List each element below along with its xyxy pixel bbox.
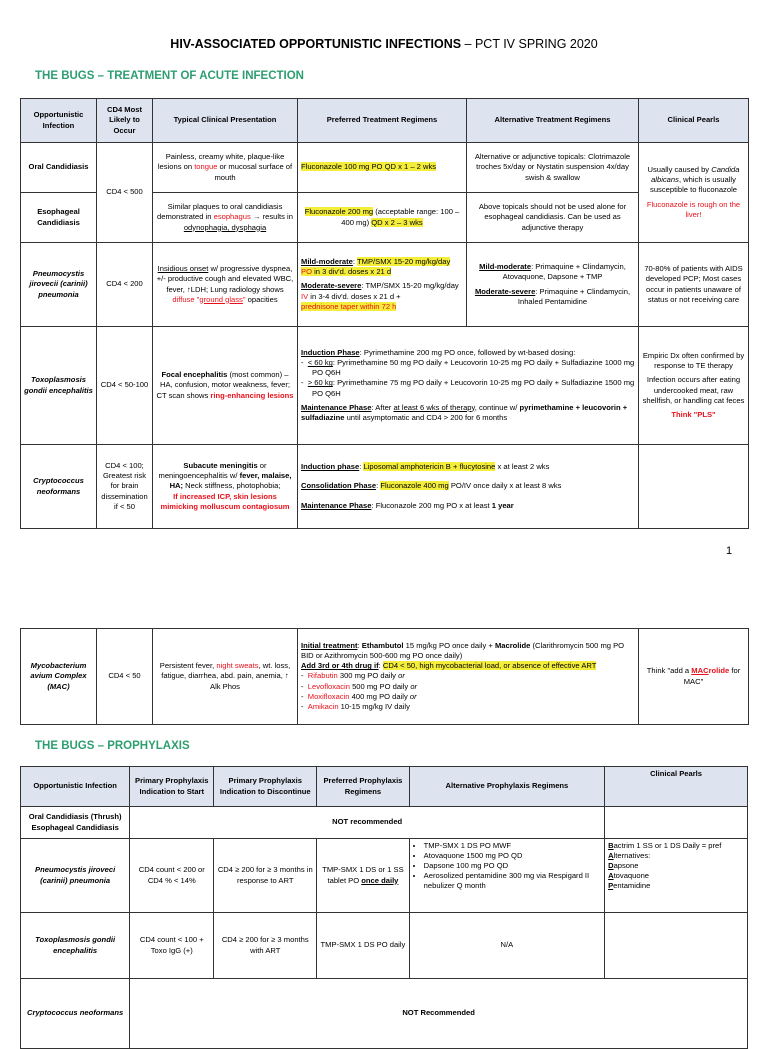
cd4-cell: CD4 < 50 (97, 629, 153, 725)
section-heading-treatment: THE BUGS – TREATMENT OF ACUTE INFECTION (35, 70, 304, 82)
infection-name: Mycobacterium avium Complex (MAC) (21, 629, 97, 725)
infection-name: Pneumocystis jirovecii (carinii) pneumonia (21, 243, 97, 327)
infection-name: Cryptococcus neoformans (21, 445, 97, 529)
presentation-cell: Subacute meningitis or meningoencephalitis w/ fever, malaise, HA; Neck stiffness, photophobia; If increased ICP, skin lesions mimicking molluscum contagiosum (153, 445, 298, 529)
infection-name: Oral Candidiasis (21, 143, 97, 193)
table-row (21, 445, 749, 529)
table-row (21, 143, 749, 193)
alternative-cell (409, 839, 604, 913)
start-cell: CD4 count < 200 or CD4 % < 14% (130, 839, 214, 913)
treatment-table (20, 98, 749, 529)
cd4-cell: CD4 < 500 (97, 143, 153, 243)
col-header: Opportunistic Infection (21, 767, 130, 807)
table-row (21, 913, 748, 979)
col-header: Primary Prophylaxis Indication to Start (130, 767, 214, 807)
list-item: • Dapsone 100 mg PO QD (424, 861, 601, 871)
list-item: - Levofloxacin 500 mg PO daily or (301, 681, 418, 691)
list-item: - Amikacin 10-15 mg/kg IV daily (301, 701, 410, 711)
not-recommended-cell: NOT Recommended (130, 979, 748, 1049)
preferred-cell: Induction phase: Liposomal amphotericin B + flucytosine x at least 2 wks Consolidation Phase: Fluconazole 400 mg PO/IV once daily x at least 8 wks Maintenance Phase: Fluconazole 200 mg PO x at least 1 year (298, 445, 639, 529)
start-cell: CD4 count < 100 + Toxo IgG (+) (130, 913, 214, 979)
list-item: • Atovaquone 1500 mg PO QD (424, 851, 601, 861)
col-header: Opportunistic Infection (21, 99, 97, 143)
table-row (21, 839, 748, 913)
not-recommended-cell: NOT recommended (130, 807, 605, 839)
table-header-row (21, 767, 748, 807)
preferred-cell: Fluconazole 200 mg (acceptable range: 100 – 400 mg) QD x 2 – 3 wks (298, 193, 467, 243)
mac-table (20, 628, 749, 725)
pearl-cell (605, 807, 748, 839)
pearl-cell (605, 913, 748, 979)
infection-name: Toxoplasmosis gondii encephalitis (21, 913, 130, 979)
pearl-cell: Usually caused by Candida albicans, which is usually susceptible to fluconazole Fluconazole is rough on the liver! (639, 143, 749, 243)
col-header: Typical Clinical Presentation (153, 99, 298, 143)
col-header: Preferred Treatment Regimens (298, 99, 467, 143)
page-number: 1 (726, 545, 733, 557)
list-item: • TMP-SMX 1 DS PO MWF (424, 841, 601, 851)
infection-name: Toxoplasmosis gondii encephalitis (21, 327, 97, 445)
pearl-cell: Think "add a MACrolide for MAC" (639, 629, 749, 725)
table-header-row (21, 99, 749, 143)
col-header: CD4 Most Likely to Occur (97, 99, 153, 143)
table-row (21, 807, 748, 839)
col-header: Alternative Treatment Regimens (467, 99, 639, 143)
col-header: Clinical Pearls (605, 767, 748, 807)
col-header: Primary Prophylaxis Indication to Discontinue (214, 767, 317, 807)
preferred-cell: Mild-moderate: TMP/SMX 15-20 mg/kg/day PO in 3 div'd. doses x 21 d Moderate-severe: TMP/SMX 15-20 mg/kg/day IV in 3-4 div'd. doses x 21 d + prednisone taper within 72 h (298, 243, 467, 327)
list-item: - < 60 kg: Pyrimethamine 50 mg PO daily + Leucovorin 10-25 mg PO daily + Sulfadiazine 1000 mg PO Q6H (301, 358, 635, 378)
alternative-cell: Mild-moderate: Primaquine + Clindamycin, Atovaquone, Dapsone + TMP Moderate-severe: Primaquine + Clindamycin, Inhaled Pentamidine (467, 243, 639, 327)
pearl-cell: Empiric Dx often confirmed by response to TE therapy Infection occurs after eating undercooked meat, raw shellfish, or handling cat feces Think "PLS" (639, 327, 749, 445)
table-row (21, 979, 748, 1049)
list-item: - Moxifloxacin 400 mg PO daily or (301, 691, 417, 701)
infection-name: Pneumocystis jiroveci (carinii) pneumonia (21, 839, 130, 913)
presentation-cell: Painless, creamy white, plaque-like lesions on tongue or mucosal surface of mouth (153, 143, 298, 193)
preferred-cell: Induction Phase: Pyrimethamine 200 mg PO once, followed by wt-based dosing: - < 60 kg: Pyrimethamine 50 mg PO daily + Leucovorin 10-25 mg PO daily + Sulfadiazine 1000 mg PO Q6H - > 60 kg: Pyrimethamine 75 mg PO daily + Leucovorin 10-25 mg PO daily + Sulfadiazine 1500 mg PO Q6H Maintenance Phase: After at least 6 wks of therapy, continue w/ pyrimethamine + leucovorin + sulfadiazine until asymptomatic and CD4 > 200 for 6 months (298, 327, 639, 445)
list-item: • Aerosolized pentamidine 300 mg via Respigard II nebulizer Q month (424, 871, 601, 891)
presentation-cell: Insidious onset w/ progressive dyspnea, +/- productive cough and elevated WBC, fever, ↑LDH; Lung radiology shows diffuse "ground glass" opacities (153, 243, 298, 327)
list-item: - Rifabutin 300 mg PO daily or (301, 671, 405, 681)
table-row (21, 243, 749, 327)
prophylaxis-table (20, 766, 748, 1049)
alternative-cell: N/A (409, 913, 604, 979)
pearl-cell (639, 445, 749, 529)
preferred-cell: TMP-SMX 1 DS or 1 SS tablet PO once daily (317, 839, 409, 913)
table-row (21, 629, 749, 725)
stop-cell: CD4 ≥ 200 for ≥ 3 months in response to ART (214, 839, 317, 913)
section-heading-prophylaxis: THE BUGS – PROPHYLAXIS (35, 740, 190, 752)
stop-cell: CD4 ≥ 200 for ≥ 3 months with ART (214, 913, 317, 979)
page-title: HIV-ASSOCIATED OPPORTUNISTIC INFECTIONS – PCT IV SPRING 2020 (170, 37, 598, 51)
col-header: Preferred Prophylaxis Regimens (317, 767, 409, 807)
table-row (21, 327, 749, 445)
infection-name: Esophageal Candidiasis (21, 193, 97, 243)
preferred-cell: Initial treatment: Ethambutol 15 mg/kg PO once daily + Macrolide (Clarithromycin 500 mg PO BID or Azithromycin 500-600 mg PO once daily) Add 3rd or 4th drug if: CD4 < 50, high mycobacterial load, or absence of effective ART - Rifabutin 300 mg PO daily or - Levofloxacin 500 mg PO daily or - Moxifloxacin 400 mg PO daily or - Amikacin 10-15 mg/kg IV daily (298, 629, 639, 725)
col-header: Alternative Prophylaxis Regimens (409, 767, 604, 807)
cd4-cell: CD4 < 50-100 (97, 327, 153, 445)
preferred-cell: Fluconazole 100 mg PO QD x 1 – 2 wks (298, 143, 467, 193)
pearl-cell: Bactrim 1 SS or 1 DS Daily = pref Alternatives: Dapsone Atovaquone Pentamidine (605, 839, 748, 913)
pearl-cell: 70-80% of patients with AIDS developed PCP; Most cases occur in patients unaware of status or not receiving care (639, 243, 749, 327)
cd4-cell: CD4 < 100; Greatest risk for brain dissemination if < 50 (97, 445, 153, 529)
infection-name: Cryptococcus neoformans (21, 979, 130, 1049)
alternative-cell: Above topicals should not be used alone for esophageal candidiasis. Can be used as adjunctive therapy (467, 193, 639, 243)
alternative-cell: Alternative or adjunctive topicals: Clotrimazole troches 5x/day or Nystatin suspension 4x/day swish & swallow (467, 143, 639, 193)
list-item: - > 60 kg: Pyrimethamine 75 mg PO daily + Leucovorin 10-25 mg PO daily + Sulfadiazine 1500 mg PO Q6H (301, 378, 635, 398)
col-header: Clinical Pearls (639, 99, 749, 143)
presentation-cell: Persistent fever, night sweats, wt. loss, fatigue, diarrhea, abd. pain, anemia, ↑ Alk Phos (153, 629, 298, 725)
presentation-cell: Focal encephalitis (most common) – HA, confusion, motor weakness, fever; CT scan shows ring-enhancing lesions (153, 327, 298, 445)
infection-name: Oral Candidiasis (Thrush) Esophageal Candidiasis (21, 807, 130, 839)
cd4-cell: CD4 < 200 (97, 243, 153, 327)
preferred-cell: TMP-SMX 1 DS PO daily (317, 913, 409, 979)
presentation-cell: Similar plaques to oral candidiasis demonstrated in esophagus → results in odynophagia, dysphagia (153, 193, 298, 243)
